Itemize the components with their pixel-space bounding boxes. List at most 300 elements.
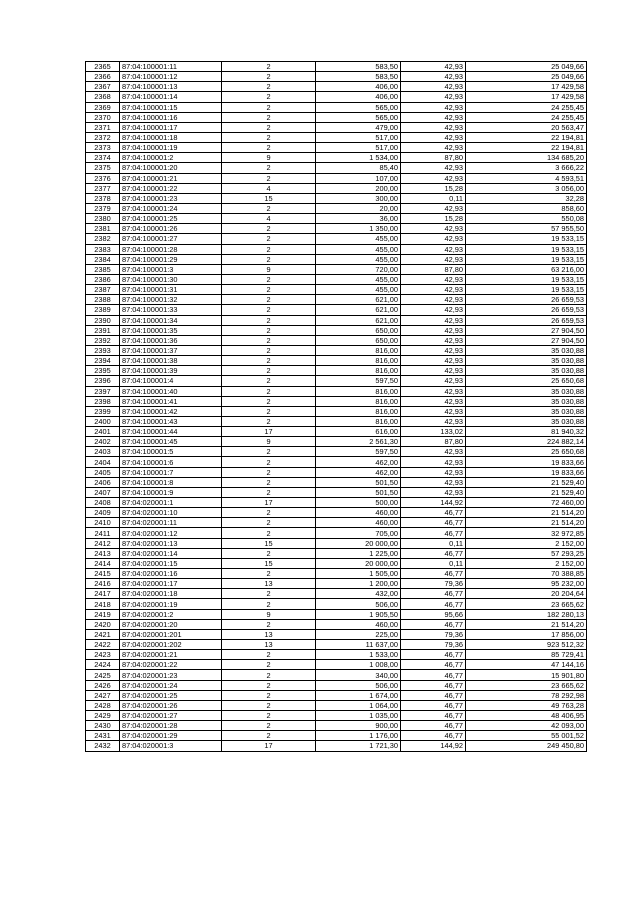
table-row [86, 629, 587, 639]
table-row [86, 731, 587, 741]
row-number-cell: 2366 [86, 72, 120, 82]
table-row [86, 112, 587, 122]
category-cell: 2 [222, 650, 316, 660]
rate-cell: 42,93 [401, 406, 466, 416]
area-cell: 300,00 [316, 193, 401, 203]
category-cell: 2 [222, 680, 316, 690]
value-cell: 2 152,00 [466, 558, 587, 568]
cadastral-number-cell: 87:04:100001:12 [120, 72, 222, 82]
table-row [86, 437, 587, 447]
table-row [86, 143, 587, 153]
cadastral-number-cell: 87:04:100001:35 [120, 325, 222, 335]
value-cell: 35 030,88 [466, 356, 587, 366]
value-cell: 21 529,40 [466, 477, 587, 487]
table-row [86, 356, 587, 366]
area-cell: 1 225,00 [316, 548, 401, 558]
table-row [86, 386, 587, 396]
area-cell: 720,00 [316, 264, 401, 274]
rate-cell: 42,93 [401, 72, 466, 82]
area-cell: 406,00 [316, 82, 401, 92]
category-cell: 4 [222, 183, 316, 193]
cadastral-number-cell: 87:04:020001:19 [120, 599, 222, 609]
cadastral-number-cell: 87:04:020001:11 [120, 518, 222, 528]
row-number-cell: 2432 [86, 741, 120, 751]
row-number-cell: 2377 [86, 183, 120, 193]
table-row [86, 427, 587, 437]
cadastral-number-cell: 87:04:100001:13 [120, 82, 222, 92]
row-number-cell: 2371 [86, 122, 120, 132]
table-row [86, 477, 587, 487]
area-cell: 1 533,00 [316, 650, 401, 660]
area-cell: 225,00 [316, 629, 401, 639]
cadastral-number-cell: 87:04:100001:9 [120, 487, 222, 497]
cadastral-number-cell: 87:04:100001:32 [120, 295, 222, 305]
table-row [86, 670, 587, 680]
row-number-cell: 2368 [86, 92, 120, 102]
category-cell: 9 [222, 609, 316, 619]
row-number-cell: 2384 [86, 254, 120, 264]
row-number-cell: 2378 [86, 193, 120, 203]
area-cell: 816,00 [316, 396, 401, 406]
area-cell: 200,00 [316, 183, 401, 193]
row-number-cell: 2391 [86, 325, 120, 335]
table-row [86, 183, 587, 193]
table-row [86, 82, 587, 92]
area-cell: 517,00 [316, 143, 401, 153]
value-cell: 24 255,45 [466, 102, 587, 112]
cadastral-number-cell: 87:04:100001:25 [120, 214, 222, 224]
value-cell: 35 030,88 [466, 406, 587, 416]
area-cell: 1 200,00 [316, 579, 401, 589]
rate-cell: 133,02 [401, 427, 466, 437]
row-number-cell: 2417 [86, 589, 120, 599]
rate-cell: 42,93 [401, 376, 466, 386]
category-cell: 15 [222, 558, 316, 568]
value-cell: 19 533,15 [466, 274, 587, 284]
category-cell: 2 [222, 82, 316, 92]
rate-cell: 0,11 [401, 193, 466, 203]
area-cell: 501,50 [316, 487, 401, 497]
table-row [86, 599, 587, 609]
category-cell: 9 [222, 153, 316, 163]
table-row [86, 406, 587, 416]
table-row [86, 193, 587, 203]
row-number-cell: 2416 [86, 579, 120, 589]
row-number-cell: 2407 [86, 487, 120, 497]
area-cell: 816,00 [316, 356, 401, 366]
area-cell: 2 561,30 [316, 437, 401, 447]
table-row [86, 92, 587, 102]
value-cell: 72 460,00 [466, 498, 587, 508]
rate-cell: 42,93 [401, 92, 466, 102]
area-cell: 583,50 [316, 62, 401, 72]
area-cell: 455,00 [316, 285, 401, 295]
area-cell: 85,40 [316, 163, 401, 173]
rate-cell: 42,93 [401, 62, 466, 72]
rate-cell: 79,36 [401, 579, 466, 589]
area-cell: 455,00 [316, 244, 401, 254]
rate-cell: 42,93 [401, 112, 466, 122]
row-number-cell: 2415 [86, 569, 120, 579]
row-number-cell: 2429 [86, 711, 120, 721]
area-cell: 20 000,00 [316, 538, 401, 548]
row-number-cell: 2367 [86, 82, 120, 92]
area-cell: 1 505,00 [316, 569, 401, 579]
cadastral-number-cell: 87:04:100001:39 [120, 366, 222, 376]
table-row [86, 711, 587, 721]
area-cell: 36,00 [316, 214, 401, 224]
category-cell: 2 [222, 518, 316, 528]
area-cell: 506,00 [316, 599, 401, 609]
category-cell: 2 [222, 122, 316, 132]
row-number-cell: 2403 [86, 447, 120, 457]
rate-cell: 46,77 [401, 670, 466, 680]
area-cell: 816,00 [316, 416, 401, 426]
value-cell: 20 204,64 [466, 589, 587, 599]
table-row [86, 72, 587, 82]
category-cell: 17 [222, 427, 316, 437]
area-cell: 1 176,00 [316, 731, 401, 741]
row-number-cell: 2402 [86, 437, 120, 447]
area-cell: 20,00 [316, 203, 401, 213]
table-row [86, 234, 587, 244]
category-cell: 2 [222, 569, 316, 579]
rate-cell: 42,93 [401, 335, 466, 345]
table-body [86, 62, 587, 752]
area-cell: 1 674,00 [316, 690, 401, 700]
table-row [86, 132, 587, 142]
value-cell: 35 030,88 [466, 366, 587, 376]
table-row [86, 345, 587, 355]
area-cell: 460,00 [316, 619, 401, 629]
area-cell: 565,00 [316, 112, 401, 122]
category-cell: 2 [222, 305, 316, 315]
rate-cell: 87,80 [401, 264, 466, 274]
table-row [86, 457, 587, 467]
area-cell: 11 637,00 [316, 640, 401, 650]
value-cell: 55 001,52 [466, 731, 587, 741]
category-cell: 2 [222, 721, 316, 731]
category-cell: 17 [222, 741, 316, 751]
area-cell: 816,00 [316, 406, 401, 416]
cadastral-number-cell: 87:04:100001:20 [120, 163, 222, 173]
row-number-cell: 2426 [86, 680, 120, 690]
category-cell: 4 [222, 214, 316, 224]
cadastral-number-cell: 87:04:100001:29 [120, 254, 222, 264]
cadastral-number-cell: 87:04:020001:29 [120, 731, 222, 741]
table-row [86, 487, 587, 497]
value-cell: 17 429,58 [466, 82, 587, 92]
rate-cell: 42,93 [401, 82, 466, 92]
cadastral-number-cell: 87:04:100001:26 [120, 224, 222, 234]
category-cell: 2 [222, 132, 316, 142]
table-row [86, 700, 587, 710]
rate-cell: 46,77 [401, 700, 466, 710]
rate-cell: 46,77 [401, 518, 466, 528]
cadastral-number-cell: 87:04:020001:26 [120, 700, 222, 710]
row-number-cell: 2381 [86, 224, 120, 234]
row-number-cell: 2395 [86, 366, 120, 376]
row-number-cell: 2419 [86, 609, 120, 619]
row-number-cell: 2410 [86, 518, 120, 528]
row-number-cell: 2369 [86, 102, 120, 112]
area-cell: 621,00 [316, 315, 401, 325]
row-number-cell: 2393 [86, 345, 120, 355]
cadastral-number-cell: 87:04:100001:30 [120, 274, 222, 284]
row-number-cell: 2398 [86, 396, 120, 406]
cadastral-number-cell: 87:04:100001:15 [120, 102, 222, 112]
table-row [86, 548, 587, 558]
table-row [86, 315, 587, 325]
table-row [86, 214, 587, 224]
area-cell: 455,00 [316, 254, 401, 264]
row-number-cell: 2394 [86, 356, 120, 366]
category-cell: 2 [222, 376, 316, 386]
rate-cell: 144,92 [401, 498, 466, 508]
value-cell: 25 049,66 [466, 62, 587, 72]
cadastral-number-cell: 87:04:100001:11 [120, 62, 222, 72]
table-row [86, 335, 587, 345]
category-cell: 2 [222, 487, 316, 497]
area-cell: 705,00 [316, 528, 401, 538]
cadastral-number-cell: 87:04:020001:22 [120, 660, 222, 670]
value-cell: 22 194,81 [466, 143, 587, 153]
cadastral-number-cell: 87:04:100001:42 [120, 406, 222, 416]
value-cell: 24 255,45 [466, 112, 587, 122]
rate-cell: 42,93 [401, 122, 466, 132]
area-cell: 506,00 [316, 680, 401, 690]
rate-cell: 42,93 [401, 396, 466, 406]
area-cell: 597,50 [316, 376, 401, 386]
row-number-cell: 2413 [86, 548, 120, 558]
table-row [86, 690, 587, 700]
row-number-cell: 2370 [86, 112, 120, 122]
cadastral-number-cell: 87:04:100001:44 [120, 427, 222, 437]
table-row [86, 528, 587, 538]
row-number-cell: 2372 [86, 132, 120, 142]
cadastral-number-cell: 87:04:100001:23 [120, 193, 222, 203]
cadastral-number-cell: 87:04:020001:15 [120, 558, 222, 568]
category-cell: 2 [222, 295, 316, 305]
category-cell: 2 [222, 244, 316, 254]
value-cell: 4 593,51 [466, 173, 587, 183]
area-cell: 501,50 [316, 477, 401, 487]
rate-cell: 46,77 [401, 548, 466, 558]
rate-cell: 42,93 [401, 285, 466, 295]
rate-cell: 42,93 [401, 234, 466, 244]
row-number-cell: 2412 [86, 538, 120, 548]
rate-cell: 46,77 [401, 599, 466, 609]
row-number-cell: 2386 [86, 274, 120, 284]
category-cell: 2 [222, 315, 316, 325]
value-cell: 42 093,00 [466, 721, 587, 731]
category-cell: 2 [222, 335, 316, 345]
category-cell: 2 [222, 406, 316, 416]
category-cell: 2 [222, 416, 316, 426]
value-cell: 3 056,00 [466, 183, 587, 193]
cadastral-number-cell: 87:04:020001:17 [120, 579, 222, 589]
area-cell: 517,00 [316, 132, 401, 142]
table-row [86, 447, 587, 457]
category-cell: 2 [222, 589, 316, 599]
cadastral-number-cell: 87:04:020001:14 [120, 548, 222, 558]
value-cell: 19 533,15 [466, 285, 587, 295]
cadastral-number-cell: 87:04:100001:27 [120, 234, 222, 244]
table-row [86, 609, 587, 619]
table-row [86, 376, 587, 386]
table-row [86, 518, 587, 528]
area-cell: 1 721,30 [316, 741, 401, 751]
category-cell: 15 [222, 538, 316, 548]
category-cell: 2 [222, 234, 316, 244]
table-row [86, 264, 587, 274]
category-cell: 2 [222, 62, 316, 72]
cadastral-number-cell: 87:04:020001:10 [120, 508, 222, 518]
cadastral-number-cell: 87:04:020001:18 [120, 589, 222, 599]
category-cell: 2 [222, 711, 316, 721]
rate-cell: 46,77 [401, 731, 466, 741]
row-number-cell: 2390 [86, 315, 120, 325]
area-cell: 816,00 [316, 366, 401, 376]
area-cell: 460,00 [316, 508, 401, 518]
category-cell: 2 [222, 325, 316, 335]
row-number-cell: 2388 [86, 295, 120, 305]
value-cell: 35 030,88 [466, 345, 587, 355]
category-cell: 15 [222, 193, 316, 203]
rate-cell: 42,93 [401, 457, 466, 467]
area-cell: 1 064,00 [316, 700, 401, 710]
category-cell: 2 [222, 700, 316, 710]
row-number-cell: 2427 [86, 690, 120, 700]
row-number-cell: 2401 [86, 427, 120, 437]
cadastral-number-cell: 87:04:020001:27 [120, 711, 222, 721]
value-cell: 25 650,68 [466, 447, 587, 457]
row-number-cell: 2374 [86, 153, 120, 163]
value-cell: 19 533,15 [466, 244, 587, 254]
row-number-cell: 2405 [86, 467, 120, 477]
cadastral-number-cell: 87:04:020001:23 [120, 670, 222, 680]
rate-cell: 42,93 [401, 244, 466, 254]
category-cell: 2 [222, 670, 316, 680]
cadastral-number-cell: 87:04:100001:19 [120, 143, 222, 153]
row-number-cell: 2379 [86, 203, 120, 213]
value-cell: 249 450,80 [466, 741, 587, 751]
value-cell: 57 293,25 [466, 548, 587, 558]
table-row [86, 619, 587, 629]
rate-cell: 46,77 [401, 619, 466, 629]
category-cell: 2 [222, 143, 316, 153]
cadastral-number-cell: 87:04:100001:8 [120, 477, 222, 487]
table-row [86, 122, 587, 132]
area-cell: 900,00 [316, 721, 401, 731]
row-number-cell: 2400 [86, 416, 120, 426]
value-cell: 26 659,53 [466, 305, 587, 315]
value-cell: 20 563,47 [466, 122, 587, 132]
value-cell: 19 533,15 [466, 254, 587, 264]
rate-cell: 144,92 [401, 741, 466, 751]
rate-cell: 42,93 [401, 203, 466, 213]
value-cell: 22 194,81 [466, 132, 587, 142]
area-cell: 462,00 [316, 467, 401, 477]
cadastral-number-cell: 87:04:100001:41 [120, 396, 222, 406]
area-cell: 1 905,50 [316, 609, 401, 619]
row-number-cell: 2422 [86, 640, 120, 650]
cadastral-number-cell: 87:04:100001:36 [120, 335, 222, 345]
row-number-cell: 2396 [86, 376, 120, 386]
cadastral-number-cell: 87:04:020001:13 [120, 538, 222, 548]
rate-cell: 46,77 [401, 528, 466, 538]
row-number-cell: 2409 [86, 508, 120, 518]
value-cell: 78 292,98 [466, 690, 587, 700]
cadastral-number-cell: 87:04:100001:5 [120, 447, 222, 457]
rate-cell: 42,93 [401, 143, 466, 153]
value-cell: 17 429,58 [466, 92, 587, 102]
rate-cell: 79,36 [401, 640, 466, 650]
row-number-cell: 2375 [86, 163, 120, 173]
category-cell: 2 [222, 457, 316, 467]
row-number-cell: 2406 [86, 477, 120, 487]
table-row [86, 650, 587, 660]
rate-cell: 42,93 [401, 477, 466, 487]
category-cell: 2 [222, 447, 316, 457]
cadastral-number-cell: 87:04:100001:43 [120, 416, 222, 426]
rate-cell: 46,77 [401, 660, 466, 670]
rate-cell: 42,93 [401, 163, 466, 173]
category-cell: 2 [222, 203, 316, 213]
category-cell: 2 [222, 599, 316, 609]
cadastral-number-cell: 87:04:020001:25 [120, 690, 222, 700]
row-number-cell: 2380 [86, 214, 120, 224]
row-number-cell: 2424 [86, 660, 120, 670]
area-cell: 20 000,00 [316, 558, 401, 568]
cadastral-number-cell: 87:04:100001:18 [120, 132, 222, 142]
category-cell: 2 [222, 102, 316, 112]
rate-cell: 42,93 [401, 102, 466, 112]
row-number-cell: 2418 [86, 599, 120, 609]
area-cell: 340,00 [316, 670, 401, 680]
rate-cell: 46,77 [401, 711, 466, 721]
value-cell: 923 512,32 [466, 640, 587, 650]
area-cell: 1 035,00 [316, 711, 401, 721]
rate-cell: 42,93 [401, 386, 466, 396]
area-cell: 406,00 [316, 92, 401, 102]
row-number-cell: 2430 [86, 721, 120, 731]
row-number-cell: 2414 [86, 558, 120, 568]
cadastral-number-cell: 87:04:020001:28 [120, 721, 222, 731]
table-row [86, 244, 587, 254]
table-row [86, 721, 587, 731]
cadastral-number-cell: 87:04:020001:24 [120, 680, 222, 690]
category-cell: 2 [222, 548, 316, 558]
value-cell: 23 665,62 [466, 680, 587, 690]
area-cell: 1 008,00 [316, 660, 401, 670]
row-number-cell: 2383 [86, 244, 120, 254]
category-cell: 2 [222, 173, 316, 183]
category-cell: 2 [222, 619, 316, 629]
table-row [86, 416, 587, 426]
category-cell: 2 [222, 224, 316, 234]
rate-cell: 42,93 [401, 467, 466, 477]
value-cell: 81 940,32 [466, 427, 587, 437]
cadastral-number-cell: 87:04:100001:22 [120, 183, 222, 193]
table-row [86, 508, 587, 518]
value-cell: 19 533,15 [466, 234, 587, 244]
rate-cell: 15,28 [401, 214, 466, 224]
area-cell: 565,00 [316, 102, 401, 112]
cadastral-number-cell: 87:04:020001:3 [120, 741, 222, 751]
table-row [86, 396, 587, 406]
rate-cell: 42,93 [401, 345, 466, 355]
